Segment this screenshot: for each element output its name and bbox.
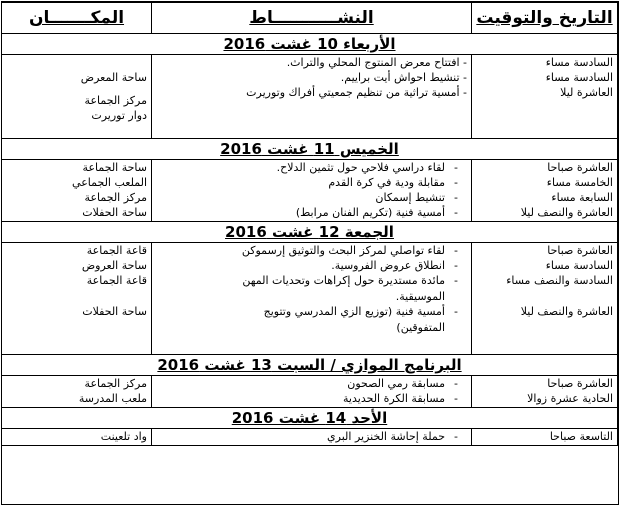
activity-line: -أمسية فنية (تكريم الفنان مرابط) — [295, 206, 458, 219]
activity-cell — [152, 376, 472, 408]
program-sheet — [1, 1, 619, 505]
day-body-row — [2, 429, 618, 446]
place-line — [6, 85, 147, 93]
day-title: الأحد 14 غشت 2016 — [2, 408, 618, 429]
place-line: مركز الجماعة — [84, 377, 147, 390]
place-cell — [2, 376, 152, 408]
header-time: التاريخ والتوقيت — [472, 3, 618, 34]
activity-cell — [152, 243, 472, 355]
place-line — [6, 55, 147, 70]
place-line: ساحة المعرض — [80, 71, 147, 84]
header-activity: النشـــــــــــاط — [152, 3, 472, 34]
day-title-row — [2, 222, 618, 243]
activity-line: -لقاء دراسي فلاحي حول تثمين الدلاح. — [276, 161, 458, 174]
time-line: السادسة والنصف مساء — [506, 274, 613, 287]
time-cell — [472, 160, 618, 222]
day-body-row — [2, 376, 618, 408]
time-line: العاشرة صباحا — [547, 161, 613, 174]
place-line: قاعة الجماعة — [86, 244, 147, 257]
time-line: الخامسة مساء — [546, 176, 613, 189]
activity-line: -مقابلة ودية في كرة القدم — [328, 176, 458, 189]
activity-line: -مائدة مستديرة حول إكراهات وتحديات المهن — [242, 274, 458, 287]
activity-line: - تنشيط احواش أيت براييم. — [340, 71, 467, 84]
place-line: ساحة العروض — [81, 259, 147, 272]
day-title-row — [2, 408, 618, 429]
time-cell — [472, 429, 618, 446]
day-title: الأربعاء 10 غشت 2016 — [2, 34, 618, 55]
activity-line: -أمسية فنية (توزيع الزي المدرسي وتتويج — [263, 305, 458, 318]
day-body-row — [2, 160, 618, 222]
time-line: العاشرة ليلا — [560, 86, 613, 99]
time-cell — [472, 55, 618, 139]
time-line: السادسة مساء — [545, 259, 613, 272]
place-line: ملعب المدرسة — [78, 392, 147, 405]
place-line: قاعة الجماعة — [86, 274, 147, 287]
activity-line: -مسابقة الكرة الحديدية — [343, 392, 458, 405]
activity-cell — [152, 55, 472, 139]
time-line: العاشرة صباحا — [547, 244, 613, 257]
activity-line: -حملة إحاشة الخنزير البري — [327, 430, 458, 443]
day-title: البرنامج الموازي / السبت 13 غشت 2016 — [2, 355, 618, 376]
time-line — [476, 320, 613, 335]
activity-line: -انطلاق عروض الفروسية. — [331, 259, 458, 272]
time-line: العاشرة صباحا — [547, 377, 613, 390]
day-body-row — [2, 243, 618, 355]
place-line: دوار توريرت — [91, 109, 147, 122]
activity-line: -مسابقة رمي الصحون — [347, 377, 458, 390]
time-cell — [472, 243, 618, 355]
day-title: الخميس 11 غشت 2016 — [2, 139, 618, 160]
day-body-row — [2, 55, 618, 139]
program-table — [1, 2, 618, 446]
place-line — [6, 289, 147, 304]
activity-line: -لقاء تواصلي لمركز البحث والتوثيق إرسموكن — [241, 244, 458, 257]
header-place: المكـــــــان — [2, 3, 152, 34]
time-cell — [472, 376, 618, 408]
place-line: ساحة الحفلات — [82, 206, 147, 219]
place-line: واد تلعينت — [100, 430, 147, 443]
activity-cell — [152, 429, 472, 446]
place-cell — [2, 160, 152, 222]
day-title-row — [2, 139, 618, 160]
day-title-row — [2, 34, 618, 55]
activity-line: المتفوقين) — [396, 321, 445, 334]
place-line: الملعب الجماعي — [72, 176, 147, 189]
activity-line: - افتتاح معرض المنتوج المحلي والتراث. — [286, 56, 467, 69]
time-line: العاشرة والنصف ليلا — [520, 206, 613, 219]
time-line: السادسة مساء — [545, 56, 613, 69]
time-line: الحادية عشرة زوالا — [527, 392, 613, 405]
activity-cell — [152, 160, 472, 222]
place-line: ساحة الحفلات — [82, 305, 147, 318]
time-line: التاسعة صباحا — [549, 430, 613, 443]
activity-line: - أمسية تراثية من تنظيم جمعيتي أفراك وتوريرت — [246, 86, 467, 99]
place-cell — [2, 243, 152, 355]
day-title-row — [2, 355, 618, 376]
day-title: الجمعة 12 غشت 2016 — [2, 222, 618, 243]
time-line — [476, 289, 613, 304]
place-cell — [2, 55, 152, 139]
place-line — [6, 320, 147, 335]
place-line: مركز الجماعة — [84, 191, 147, 204]
time-line: السادسة مساء — [545, 71, 613, 84]
place-cell — [2, 429, 152, 446]
place-line: ساحة الجماعة — [82, 161, 147, 174]
activity-line: الموسيقية. — [395, 290, 445, 303]
time-line: العاشرة والنصف ليلا — [520, 305, 613, 318]
header-row — [2, 3, 618, 34]
place-line: مركز الجماعة — [84, 94, 147, 107]
activity-line: -تنشيط إسمكان — [375, 191, 458, 204]
time-line: السابعة مساء — [551, 191, 613, 204]
